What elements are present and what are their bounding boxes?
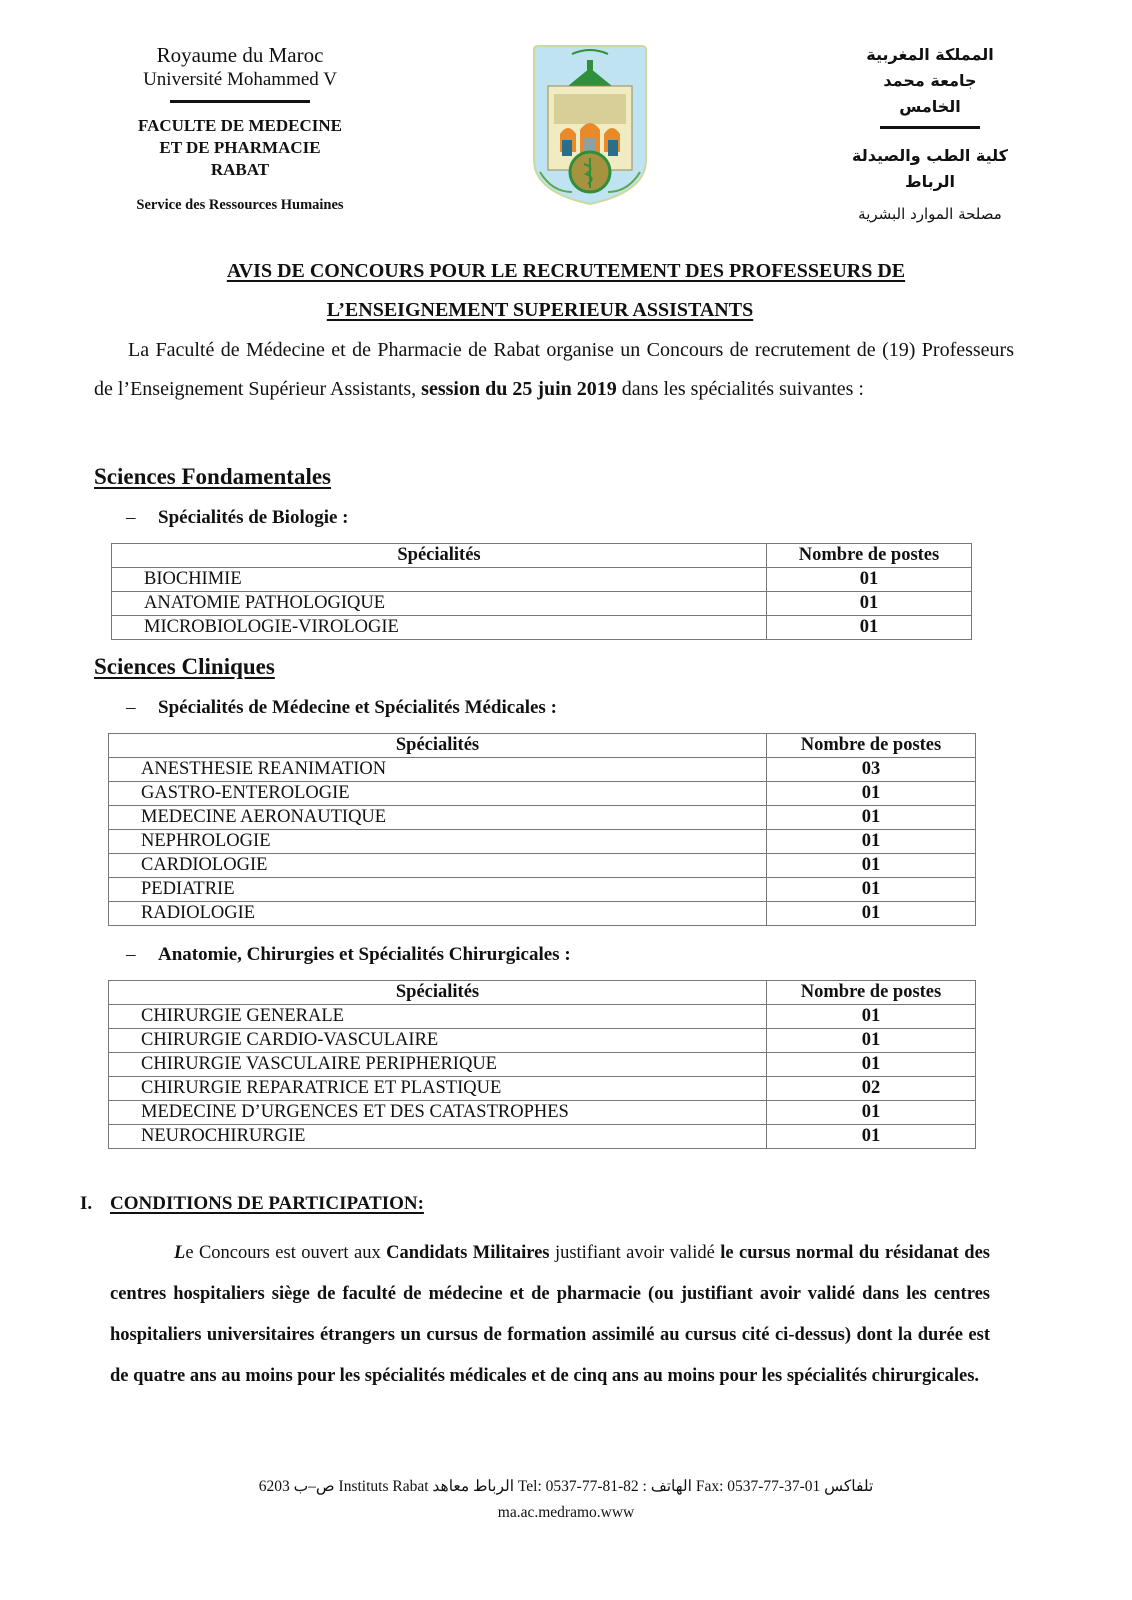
table-row: [109, 782, 976, 806]
service-name: Service des Ressources Humaines: [136, 197, 344, 213]
posts-count: 01: [767, 592, 972, 616]
header-left-block: [100, 42, 380, 214]
intro-paragraph: [94, 331, 1014, 409]
specialty-name: MICROBIOLOGIE-VIROLOGIE: [112, 616, 767, 640]
faculty-name-line1: FACULTE DE MEDECINE: [137, 116, 343, 135]
table-row: [109, 758, 976, 782]
specialty-name: NEUROCHIRURGIE: [109, 1125, 767, 1149]
posts-count: 01: [767, 1101, 976, 1125]
table-row: [109, 830, 976, 854]
table-biologie: [111, 543, 972, 640]
table-row: [109, 806, 976, 830]
specialty-name: CHIRURGIE CARDIO-VASCULAIRE: [109, 1029, 767, 1053]
specialty-name: NEPHROLOGIE: [109, 830, 767, 854]
subsection-title-biologie: [126, 507, 349, 529]
column-header-postes: Nombre de postes: [767, 544, 972, 568]
table-header-row: [112, 544, 972, 568]
university-name-arabic: جامعة محمد الخامس: [883, 71, 977, 116]
document-title-line2: L’ENSEIGNEMENT SUPERIEUR ASSISTANTS: [326, 299, 754, 321]
column-header-postes: Nombre de postes: [767, 734, 976, 758]
posts-count: 01: [767, 806, 976, 830]
posts-count: 02: [767, 1077, 976, 1101]
posts-count: 01: [767, 902, 976, 926]
section-number: I.: [80, 1193, 93, 1214]
service-name-arabic: مصلحة الموارد البشرية: [858, 205, 1002, 223]
specialty-name: ANATOMIE PATHOLOGIQUE: [112, 592, 767, 616]
specialty-name: CHIRURGIE VASCULAIRE PERIPHERIQUE: [109, 1053, 767, 1077]
table-header-row: [109, 981, 976, 1005]
posts-count: 01: [767, 1005, 976, 1029]
header-divider: [170, 100, 310, 103]
specialty-name: GASTRO-ENTEROLOGIE: [109, 782, 767, 806]
posts-count: 01: [767, 878, 976, 902]
university-name: Université Mohammed V: [143, 69, 337, 90]
column-header-postes: Nombre de postes: [767, 981, 976, 1005]
table-row: [109, 1005, 976, 1029]
intro-text-part1: La Faculté de Médecine et de Pharmacie de Rabat organise un Concours de recrutement de (19) Professeurs de l’Enseignement Supérieur Assistants,: [94, 339, 1014, 400]
posts-count: 01: [767, 616, 972, 640]
document-title-line1: AVIS DE CONCOURS POUR LE RECRUTEMENT DES PROFESSEURS DE: [226, 260, 906, 282]
column-header-specialites: Spécialités: [112, 544, 767, 568]
subsection-label: Spécialités de Médecine et Spécialités Médicales :: [158, 697, 557, 718]
country-name: Royaume du Maroc: [156, 43, 324, 67]
subsection-label: Anatomie, Chirurgies et Spécialités Chirurgicales :: [158, 944, 571, 965]
section-title-sciences-fondamentales: Sciences Fondamentales: [94, 464, 332, 489]
header-right-block: [850, 42, 1010, 223]
specialty-name: MEDECINE AERONAUTIQUE: [109, 806, 767, 830]
specialty-name: CHIRURGIE GENERALE: [109, 1005, 767, 1029]
specialty-name: MEDECINE D’URGENCES ET DES CATASTROPHES: [109, 1101, 767, 1125]
table-row: [112, 568, 972, 592]
posts-count: 01: [767, 1029, 976, 1053]
dash-bullet: –: [126, 507, 136, 528]
dash-bullet: –: [126, 697, 136, 718]
table-row: [109, 878, 976, 902]
table-row: [109, 1101, 976, 1125]
table-row: [109, 854, 976, 878]
column-header-specialites: Spécialités: [109, 981, 767, 1005]
table-row: [112, 616, 972, 640]
table-header-row: [109, 734, 976, 758]
table-chirurgie: [108, 980, 976, 1149]
table-row: [109, 902, 976, 926]
table-row: [109, 1125, 976, 1149]
table-row: [109, 1029, 976, 1053]
posts-count: 01: [767, 830, 976, 854]
faculty-city: RABAT: [210, 160, 270, 179]
specialty-name: CARDIOLOGIE: [109, 854, 767, 878]
posts-count: 01: [767, 1053, 976, 1077]
subsection-label: Spécialités de Biologie :: [158, 507, 349, 528]
conditions-text-2: justifiant avoir validé: [549, 1243, 721, 1263]
posts-count: 01: [767, 854, 976, 878]
faculty-name-arabic: كلية الطب والصيدلة: [852, 146, 1008, 165]
header-divider-arabic: [880, 126, 980, 129]
session-date: session du 25 juin 2019: [421, 378, 617, 400]
table-row: [109, 1053, 976, 1077]
specialty-name: BIOCHIMIE: [112, 568, 767, 592]
conditions-text-1: e Concours est ouvert aux: [185, 1243, 387, 1263]
candidates-military: Candidats Militaires: [386, 1243, 550, 1263]
column-header-specialites: Spécialités: [109, 734, 767, 758]
country-name-arabic: المملكة المغربية: [866, 45, 994, 64]
footer-contact-line: 6203 ص–ب Instituts Rabat الرباط معاهد Tel: 0537-77-81-82 : الهاتف Fax: 0537-77-37-01 تلفاكس: [258, 1478, 874, 1495]
conditions-heading: [80, 1193, 424, 1215]
faculty-city-arabic: الرباط: [904, 172, 956, 191]
subsection-title-medecine: [126, 697, 557, 719]
conditions-paragraph: [110, 1233, 990, 1397]
table-medecine: [108, 733, 976, 926]
specialty-name: PEDIATRIE: [109, 878, 767, 902]
specialty-name: CHIRURGIE REPARATRICE ET PLASTIQUE: [109, 1077, 767, 1101]
specialty-name: RADIOLOGIE: [109, 902, 767, 926]
subsection-title-chirurgie: [126, 944, 571, 966]
dash-bullet: –: [126, 944, 136, 965]
table-row: [112, 592, 972, 616]
faculty-name-line2: ET DE PHARMACIE: [159, 138, 321, 157]
footer-website: ma.ac.medramo.www: [497, 1504, 635, 1521]
posts-count: 03: [767, 758, 976, 782]
posts-count: 01: [767, 1125, 976, 1149]
posts-count: 01: [767, 568, 972, 592]
posts-count: 01: [767, 782, 976, 806]
conditions-title: CONDITIONS DE PARTICIPATION:: [110, 1193, 424, 1214]
drop-initial: L: [174, 1243, 186, 1263]
conditions-requirements: le cursus normal du résidanat des centres hospitaliers siège de faculté de médecine et de pharmacie (ou justifiant avoir validé dans les centres hospitaliers universitaires étrangers un cursus de formation assimilé au cursus cité ci-dessus) dont la durée est de quatre ans au moins pour les spécialités médicales et de cinq ans au moins pour les spécialités chirurgicales.: [110, 1243, 990, 1386]
specialty-name: ANESTHESIE REANIMATION: [109, 758, 767, 782]
table-row: [109, 1077, 976, 1101]
university-emblem-logo: [532, 42, 648, 206]
emblem-icon: [532, 42, 648, 206]
intro-text-part2: dans les spécialités suivantes :: [616, 378, 864, 400]
section-title-sciences-cliniques: Sciences Cliniques: [94, 654, 275, 679]
